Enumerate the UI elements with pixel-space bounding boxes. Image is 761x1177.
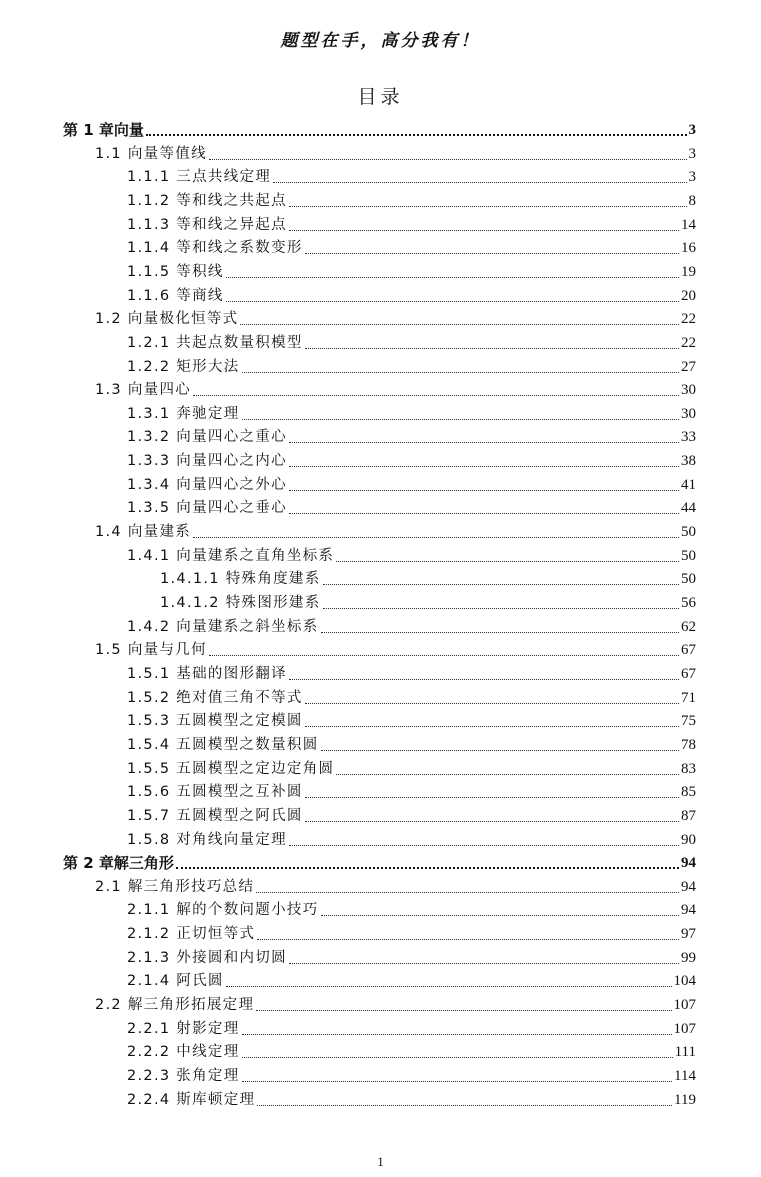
toc-entry-page: 94 [681, 878, 696, 895]
toc-dot-leader [289, 963, 679, 964]
toc-entry-page: 94 [681, 902, 696, 919]
toc-entry[interactable] [63, 117, 696, 140]
toc-entry[interactable] [127, 921, 696, 944]
toc-entry-label: 2.1.2 正切恒等式 [127, 926, 256, 943]
toc-dot-leader [242, 1081, 673, 1082]
toc-dot-leader [321, 915, 679, 916]
toc-entry-page: 111 [674, 1044, 696, 1061]
toc-entry[interactable] [127, 1087, 696, 1110]
toc-entry-page: 8 [688, 192, 696, 209]
toc-entry[interactable] [160, 566, 696, 589]
toc-entry-label: 1.5.1 基础的图形翻译 [127, 665, 287, 682]
toc-entry[interactable] [127, 945, 696, 968]
toc-entry[interactable] [127, 661, 696, 684]
toc-entry-label: 1.3.3 向量四心之内心 [127, 453, 287, 470]
toc-dot-leader [209, 159, 687, 160]
toc-dot-leader [226, 277, 679, 278]
toc-entry-label: 2.2.4 斯库顿定理 [127, 1091, 256, 1108]
toc-entry-label: 1.2 向量极化恒等式 [95, 311, 239, 328]
toc-entry[interactable] [127, 614, 696, 637]
toc-entry-page: 71 [681, 689, 696, 706]
toc-dot-leader [289, 230, 679, 231]
toc-entry-page: 99 [681, 949, 696, 966]
toc-entry[interactable] [127, 235, 696, 258]
toc-entry-label: 1.1.3 等和线之异起点 [127, 216, 287, 233]
toc-dot-leader [242, 372, 679, 373]
toc-entry[interactable] [95, 874, 696, 897]
toc-entry[interactable] [127, 283, 696, 306]
page-header-slogan: 题型在手，高分我有！ [280, 31, 481, 51]
toc-entry-page: 75 [681, 713, 696, 730]
toc-entry-page: 30 [681, 405, 696, 422]
toc-entry[interactable] [127, 212, 696, 235]
toc-entry-label: 1.5.5 五圆模型之定边定角圆 [127, 760, 335, 777]
toc-entry[interactable] [127, 401, 696, 424]
toc-entry-page: 56 [681, 595, 696, 611]
toc-entry-page: 62 [681, 618, 696, 635]
toc-entry-page: 97 [681, 926, 696, 943]
toc-entry-page: 50 [681, 547, 696, 564]
toc-dot-leader [242, 1057, 673, 1058]
page-title: 目录 [357, 86, 404, 108]
toc-dot-leader [323, 584, 679, 585]
toc-entry-label: 1.3 向量四心 [95, 382, 192, 399]
toc-dot-leader [336, 561, 679, 562]
toc-entry-label: 1.3.4 向量四心之外心 [127, 476, 287, 493]
toc-entry-page: 3 [688, 169, 696, 186]
toc-dot-leader [323, 608, 679, 609]
toc-dot-leader [336, 774, 679, 775]
toc-entry-label: 2.2 解三角形拓展定理 [95, 997, 255, 1014]
toc-dot-leader [273, 182, 686, 183]
toc-entry[interactable] [127, 354, 696, 377]
toc-entry-page: 50 [681, 571, 696, 588]
toc-entry-page: 50 [681, 524, 696, 541]
toc-entry-page: 22 [681, 311, 696, 328]
toc-entry-label: 1.5.6 五圆模型之互补圆 [127, 784, 303, 801]
toc-dot-leader [242, 1034, 672, 1035]
toc-entry-label: 2.1.4 阿氏圆 [127, 973, 224, 990]
toc-entry[interactable] [127, 259, 696, 282]
toc-entry[interactable] [63, 850, 696, 873]
toc-entry-label: 1.1.6 等商线 [127, 287, 224, 304]
toc-entry[interactable] [127, 1016, 696, 1039]
toc-entry-label: 1.4.1.2 特殊图形建系 [160, 595, 321, 611]
toc-dot-leader [289, 466, 679, 467]
toc-entry[interactable] [127, 708, 696, 731]
toc-dot-leader [209, 655, 679, 656]
toc-entry[interactable] [127, 779, 696, 802]
toc-entry[interactable] [95, 637, 696, 660]
toc-entry[interactable] [95, 377, 696, 400]
toc-entry-page: 83 [681, 760, 696, 777]
page-number: 1 [377, 1154, 384, 1169]
toc-dot-leader [289, 490, 679, 491]
toc-entry[interactable] [127, 732, 696, 755]
toc-entry-page: 38 [681, 453, 696, 470]
toc-entry-page: 90 [681, 831, 696, 848]
toc-dot-leader [176, 867, 679, 869]
toc-dot-leader [289, 442, 679, 443]
toc-entry-page: 20 [681, 287, 696, 304]
toc-entry[interactable] [127, 543, 696, 566]
toc-entry-label: 1.1 向量等值线 [95, 145, 207, 162]
toc-entry-label: 2.1.1 解的个数问题小技巧 [127, 902, 319, 919]
toc-entry-page: 119 [674, 1091, 696, 1108]
toc-entry-page: 30 [681, 382, 696, 399]
toc-entry[interactable] [95, 306, 696, 329]
toc-dot-leader [305, 821, 679, 822]
toc-entry-label: 1.5.3 五圆模型之定模圆 [127, 713, 303, 730]
toc-dot-leader [257, 939, 679, 940]
toc-entry-label: 2.1.3 外接圆和内切圆 [127, 949, 287, 966]
toc-dot-leader [257, 1105, 672, 1106]
toc-entry-page: 107 [673, 997, 696, 1014]
toc-entry-label: 1.3.1 奔驰定理 [127, 405, 240, 422]
toc-entry[interactable] [127, 188, 696, 211]
toc-entry-page: 114 [674, 1068, 696, 1084]
toc-entry-label: 1.2.2 矩形大法 [127, 358, 240, 375]
toc-entry-label: 1.1.4 等和线之系数变形 [127, 240, 303, 257]
toc-entry-label: 1.1.1 三点共线定理 [127, 169, 272, 186]
toc-entry-label: 1.5.8 对角线向量定理 [127, 831, 287, 848]
toc-entry-page: 41 [681, 476, 696, 493]
toc-entry[interactable] [127, 803, 696, 826]
toc-dot-leader [146, 134, 687, 136]
toc-entry-page: 3 [688, 145, 696, 162]
toc-entry-page: 85 [681, 784, 696, 801]
toc-dot-leader [321, 632, 679, 633]
toc-entry-label: 1.4.1 向量建系之直角坐标系 [127, 547, 335, 564]
toc-dot-leader [289, 679, 679, 680]
toc-dot-leader [193, 395, 679, 396]
toc-entry-page: 33 [681, 429, 696, 446]
toc-dot-leader [256, 1010, 671, 1011]
toc-dot-leader [305, 253, 679, 254]
toc-entry[interactable] [127, 897, 696, 920]
toc-entry-label: 1.4.2 向量建系之斜坐标系 [127, 618, 319, 635]
toc-entry-label: 1.1.5 等积线 [127, 263, 224, 280]
toc-entry-page: 14 [681, 216, 696, 233]
toc-entry-label: 2.2.2 中线定理 [127, 1044, 240, 1061]
toc-entry-page: 67 [681, 665, 696, 682]
toc-entry-label: 2.2.3 张角定理 [127, 1068, 240, 1084]
toc-dot-leader [240, 324, 679, 325]
toc-entry[interactable] [127, 472, 696, 495]
toc-entry-page: 19 [681, 263, 696, 280]
toc-entry[interactable] [127, 685, 696, 708]
toc-dot-leader [256, 892, 679, 893]
toc-entry[interactable] [127, 164, 696, 187]
toc-entry[interactable] [127, 968, 696, 991]
toc-entry[interactable] [127, 1063, 696, 1086]
toc-entry-label: 1.4 向量建系 [95, 524, 192, 541]
toc-entry-label: 1.2.1 共起点数量积模型 [127, 334, 303, 351]
toc-entry-page: 78 [681, 736, 696, 753]
toc-entry-page: 3 [688, 122, 696, 138]
toc-dot-leader [305, 703, 679, 704]
toc-entry[interactable] [127, 495, 696, 518]
toc-dot-leader [242, 419, 679, 420]
toc-entry[interactable] [95, 141, 696, 164]
toc-dot-leader [226, 986, 672, 987]
toc-entry[interactable] [127, 448, 696, 471]
toc-dot-leader [193, 537, 679, 538]
toc-entry-label: 1.3.5 向量四心之垂心 [127, 500, 287, 517]
toc-dot-leader [305, 726, 679, 727]
toc-entry-page: 104 [673, 973, 696, 990]
toc-entry-page: 44 [681, 500, 696, 517]
toc-dot-leader [289, 513, 679, 514]
toc-entry-page: 107 [673, 1020, 696, 1037]
toc-entry[interactable] [127, 756, 696, 779]
toc-entry-page: 16 [681, 240, 696, 257]
toc-entry-page: 67 [681, 642, 696, 659]
toc-entry-page: 87 [681, 807, 696, 824]
toc-entry-label: 1.5.7 五圆模型之阿氏圆 [127, 807, 303, 824]
toc-dot-leader [305, 348, 679, 349]
toc-entry-page: 27 [681, 358, 696, 375]
toc-entry-label: 1.5.2 绝对值三角不等式 [127, 689, 303, 706]
toc-entry-page: 94 [681, 855, 696, 872]
toc-entry-label: 第 1 章向量 [63, 121, 144, 139]
toc-entry-label: 1.5 向量与几何 [95, 642, 207, 659]
toc-entry-label: 1.4.1.1 特殊角度建系 [160, 571, 321, 588]
toc-entry-label: 第 2 章解三角形 [63, 854, 174, 873]
toc-dot-leader [289, 845, 679, 846]
toc-entry-label: 2.1 解三角形技巧总结 [95, 878, 255, 895]
toc-entry-label: 2.2.1 射影定理 [127, 1020, 240, 1037]
toc-entry[interactable] [95, 992, 696, 1015]
toc-entry[interactable] [127, 330, 696, 353]
toc-entry[interactable] [160, 590, 696, 613]
toc-dot-leader [289, 206, 687, 207]
toc-entry[interactable] [95, 519, 696, 542]
toc-entry-label: 1.5.4 五圆模型之数量积圆 [127, 736, 319, 753]
toc-entry[interactable] [127, 424, 696, 447]
toc-entry-label: 1.1.2 等和线之共起点 [127, 192, 287, 209]
toc-dot-leader [305, 797, 679, 798]
toc-entry-label: 1.3.2 向量四心之重心 [127, 429, 287, 446]
toc-entry[interactable] [127, 1039, 696, 1062]
toc-entry[interactable] [127, 827, 696, 850]
toc-dot-leader [321, 750, 679, 751]
toc-dot-leader [226, 301, 679, 302]
toc-entry-page: 22 [681, 334, 696, 351]
